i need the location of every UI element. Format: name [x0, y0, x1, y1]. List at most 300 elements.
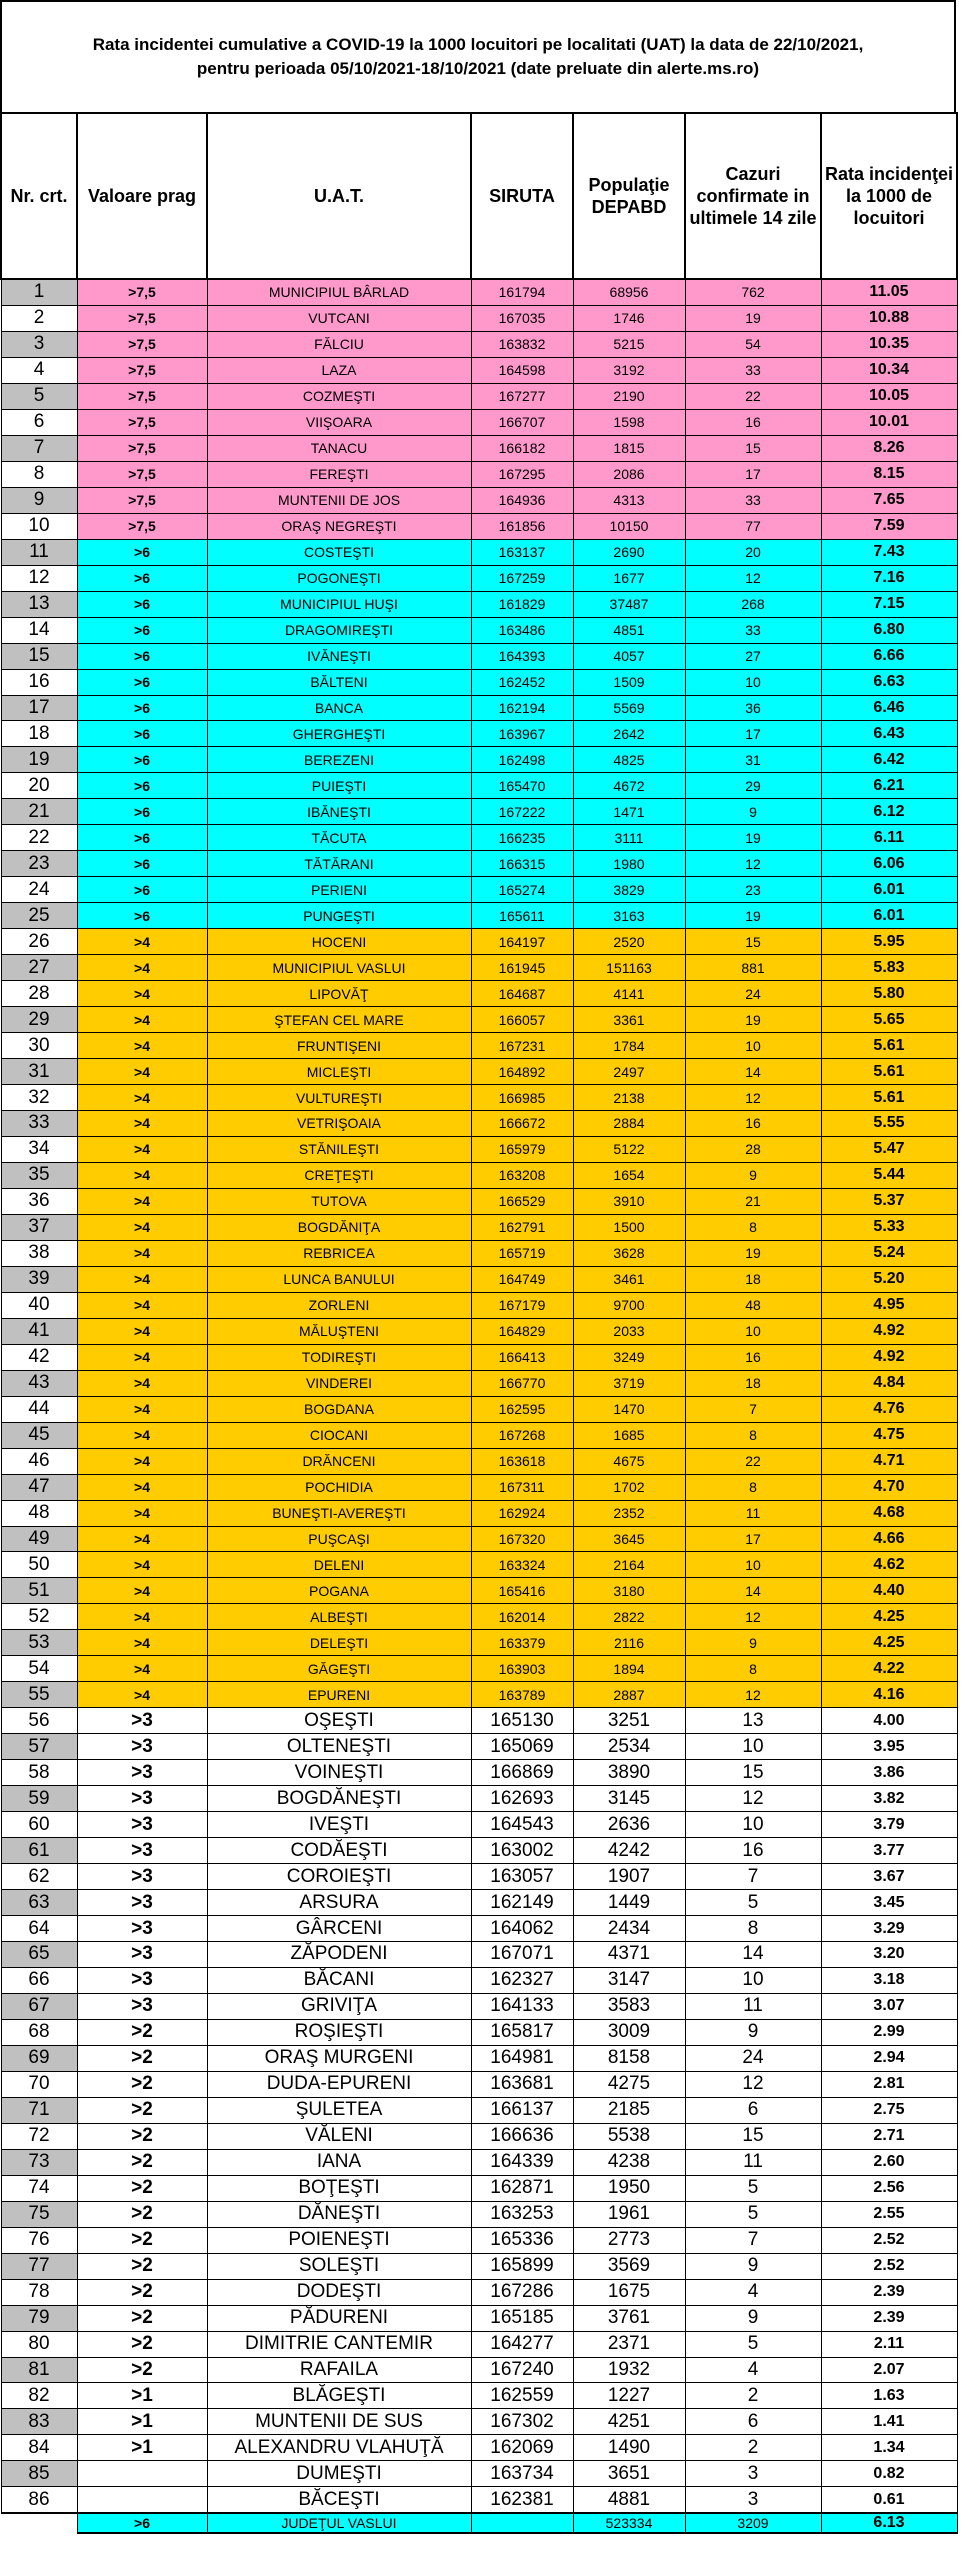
- row-populatie: 2887: [573, 1682, 685, 1708]
- row-rata: 0.82: [821, 2461, 957, 2487]
- row-cazuri: 18: [685, 1266, 821, 1292]
- row-populatie: 2636: [573, 1812, 685, 1838]
- table-row: [1, 1578, 957, 1604]
- row-uat: BOGDANA: [207, 1396, 471, 1422]
- header-uat: U.A.T.: [207, 113, 471, 279]
- row-siruta: 163324: [471, 1552, 573, 1578]
- row-uat: STĂNILEŞTI: [207, 1136, 471, 1162]
- row-siruta: 163057: [471, 1864, 573, 1890]
- row-prag: >6: [77, 565, 207, 591]
- row-rata: 6.11: [821, 825, 957, 851]
- row-populatie: 1598: [573, 409, 685, 435]
- table-row: [1, 1604, 957, 1630]
- row-nr: 14: [1, 617, 77, 643]
- row-uat: SOLEŞTI: [207, 2253, 471, 2279]
- table-row: [1, 1422, 957, 1448]
- row-uat: VIIŞOARA: [207, 409, 471, 435]
- table-row: [1, 357, 957, 383]
- row-prag: >4: [77, 1396, 207, 1422]
- row-nr: 54: [1, 1656, 77, 1682]
- row-siruta: 162871: [471, 2175, 573, 2201]
- row-uat: VOINEŞTI: [207, 1760, 471, 1786]
- row-cazuri: 31: [685, 747, 821, 773]
- row-siruta: 162791: [471, 1214, 573, 1240]
- row-populatie: 3192: [573, 357, 685, 383]
- row-uat: GHERGHEŞTI: [207, 721, 471, 747]
- row-nr: 13: [1, 591, 77, 617]
- total-siruta: [471, 2513, 573, 2533]
- incidence-table: [0, 112, 958, 2534]
- table-row: [1, 1838, 957, 1864]
- row-siruta: 162014: [471, 1604, 573, 1630]
- row-rata: 4.22: [821, 1656, 957, 1682]
- row-siruta: 164892: [471, 1059, 573, 1085]
- row-uat: PERIENI: [207, 877, 471, 903]
- row-siruta: 163967: [471, 721, 573, 747]
- row-prag: >4: [77, 955, 207, 981]
- row-cazuri: 33: [685, 487, 821, 513]
- row-populatie: 1784: [573, 1033, 685, 1059]
- row-nr: 3: [1, 331, 77, 357]
- row-populatie: 3163: [573, 903, 685, 929]
- row-cazuri: 12: [685, 1604, 821, 1630]
- title-line-2: pentru perioada 05/10/2021-18/10/2021 (date preluate din alerte.ms.ro): [196, 59, 760, 78]
- row-uat: CREŢEŞTI: [207, 1162, 471, 1188]
- row-nr: 83: [1, 2409, 77, 2435]
- row-uat: EPURENI: [207, 1682, 471, 1708]
- row-populatie: 5215: [573, 331, 685, 357]
- row-rata: 3.77: [821, 1838, 957, 1864]
- table-row: [1, 2045, 957, 2071]
- row-uat: TUTOVA: [207, 1188, 471, 1214]
- row-uat: BOGDĂNIŢA: [207, 1214, 471, 1240]
- table-row: [1, 2019, 957, 2045]
- row-cazuri: 16: [685, 409, 821, 435]
- row-nr: 70: [1, 2071, 77, 2097]
- row-nr: 86: [1, 2487, 77, 2513]
- row-prag: >2: [77, 2019, 207, 2045]
- row-uat: DRĂNCENI: [207, 1448, 471, 1474]
- table-row: [1, 877, 957, 903]
- row-prag: [77, 2461, 207, 2487]
- row-prag: >4: [77, 1604, 207, 1630]
- row-uat: BEREZENI: [207, 747, 471, 773]
- row-rata: 4.75: [821, 1422, 957, 1448]
- row-siruta: 167320: [471, 1526, 573, 1552]
- row-rata: 5.83: [821, 955, 957, 981]
- row-nr: 8: [1, 461, 77, 487]
- row-siruta: 166137: [471, 2097, 573, 2123]
- row-uat: ZORLENI: [207, 1292, 471, 1318]
- table-row: [1, 1942, 957, 1968]
- table-row: [1, 2279, 957, 2305]
- row-cazuri: 20: [685, 539, 821, 565]
- row-prag: >3: [77, 1967, 207, 1993]
- row-prag: >2: [77, 2123, 207, 2149]
- row-cazuri: 29: [685, 773, 821, 799]
- row-prag: >6: [77, 877, 207, 903]
- row-uat: ARSURA: [207, 1890, 471, 1916]
- table-row: [1, 903, 957, 929]
- row-uat: COROIEŞTI: [207, 1864, 471, 1890]
- table-row: [1, 825, 957, 851]
- row-rata: 10.34: [821, 357, 957, 383]
- row-nr: 42: [1, 1344, 77, 1370]
- row-rata: 2.60: [821, 2149, 957, 2175]
- row-prag: [77, 2487, 207, 2513]
- row-prag: >3: [77, 1786, 207, 1812]
- row-prag: >7,5: [77, 357, 207, 383]
- row-siruta: 167268: [471, 1422, 573, 1448]
- total-uat: JUDEŢUL VASLUI: [207, 2513, 471, 2533]
- row-populatie: 3583: [573, 1993, 685, 2019]
- row-uat: RAFAILA: [207, 2357, 471, 2383]
- table-row: [1, 409, 957, 435]
- row-rata: 2.75: [821, 2097, 957, 2123]
- row-nr: 51: [1, 1578, 77, 1604]
- row-populatie: 1654: [573, 1162, 685, 1188]
- row-rata: 4.62: [821, 1552, 957, 1578]
- row-uat: POCHIDIA: [207, 1474, 471, 1500]
- row-nr: 36: [1, 1188, 77, 1214]
- row-uat: MĂLUŞTENI: [207, 1318, 471, 1344]
- row-uat: OŞEŞTI: [207, 1708, 471, 1734]
- row-cazuri: 17: [685, 461, 821, 487]
- row-siruta: 162149: [471, 1890, 573, 1916]
- row-uat: IVEŞTI: [207, 1812, 471, 1838]
- table-row: [1, 1474, 957, 1500]
- row-populatie: 2773: [573, 2227, 685, 2253]
- row-prag: >4: [77, 1370, 207, 1396]
- row-populatie: 2033: [573, 1318, 685, 1344]
- row-prag: >1: [77, 2383, 207, 2409]
- row-cazuri: 5: [685, 1890, 821, 1916]
- row-rata: 3.07: [821, 1993, 957, 2019]
- row-nr: 76: [1, 2227, 77, 2253]
- row-rata: 4.92: [821, 1344, 957, 1370]
- row-prag: >4: [77, 1500, 207, 1526]
- row-uat: IBĂNEŞTI: [207, 799, 471, 825]
- row-uat: ORAŞ NEGREŞTI: [207, 513, 471, 539]
- row-populatie: 2185: [573, 2097, 685, 2123]
- row-populatie: 3890: [573, 1760, 685, 1786]
- row-siruta: 165336: [471, 2227, 573, 2253]
- row-uat: BANCA: [207, 695, 471, 721]
- row-populatie: 3361: [573, 1007, 685, 1033]
- row-prag: >4: [77, 1059, 207, 1085]
- table-row: [1, 1214, 957, 1240]
- row-populatie: 1471: [573, 799, 685, 825]
- row-populatie: 68956: [573, 279, 685, 305]
- row-cazuri: 11: [685, 1500, 821, 1526]
- row-nr: 45: [1, 1422, 77, 1448]
- row-prag: >4: [77, 1292, 207, 1318]
- row-rata: 6.66: [821, 643, 957, 669]
- row-cazuri: 15: [685, 1760, 821, 1786]
- table-row: [1, 2149, 957, 2175]
- row-rata: 6.80: [821, 617, 957, 643]
- row-prag: >7,5: [77, 487, 207, 513]
- row-rata: 2.11: [821, 2331, 957, 2357]
- table-row: [1, 695, 957, 721]
- row-prag: >4: [77, 1162, 207, 1188]
- row-nr: 85: [1, 2461, 77, 2487]
- row-prag: >3: [77, 1708, 207, 1734]
- row-rata: 4.00: [821, 1708, 957, 1734]
- row-populatie: 5569: [573, 695, 685, 721]
- row-rata: 3.95: [821, 1734, 957, 1760]
- report-title: [0, 0, 956, 114]
- table-row: [1, 1188, 957, 1214]
- table-row: [1, 1630, 957, 1656]
- row-cazuri: 10: [685, 1552, 821, 1578]
- table-row: [1, 2071, 957, 2097]
- row-uat: VINDEREI: [207, 1370, 471, 1396]
- row-cazuri: 8: [685, 1474, 821, 1500]
- row-populatie: 3628: [573, 1240, 685, 1266]
- row-nr: 7: [1, 435, 77, 461]
- row-nr: 44: [1, 1396, 77, 1422]
- row-populatie: 3251: [573, 1708, 685, 1734]
- row-populatie: 4825: [573, 747, 685, 773]
- row-nr: 10: [1, 513, 77, 539]
- row-rata: 5.65: [821, 1007, 957, 1033]
- header-siruta: SIRUTA: [471, 113, 573, 279]
- row-siruta: 162194: [471, 695, 573, 721]
- row-rata: 4.25: [821, 1604, 957, 1630]
- table-row: [1, 851, 957, 877]
- row-rata: 2.94: [821, 2045, 957, 2071]
- row-nr: 65: [1, 1942, 77, 1968]
- row-siruta: 163379: [471, 1630, 573, 1656]
- table-row: [1, 2487, 957, 2513]
- row-rata: 7.43: [821, 539, 957, 565]
- row-prag: >6: [77, 539, 207, 565]
- row-nr: 35: [1, 1162, 77, 1188]
- table-row: [1, 1500, 957, 1526]
- header-valoare-prag: Valoare prag: [77, 113, 207, 279]
- row-uat: ALBEŞTI: [207, 1604, 471, 1630]
- row-prag: >3: [77, 1838, 207, 1864]
- row-siruta: 163253: [471, 2201, 573, 2227]
- row-siruta: 166315: [471, 851, 573, 877]
- row-uat: VULTUREŞTI: [207, 1085, 471, 1111]
- table-row: [1, 461, 957, 487]
- row-cazuri: 11: [685, 1993, 821, 2019]
- row-cazuri: 7: [685, 2227, 821, 2253]
- row-siruta: 167286: [471, 2279, 573, 2305]
- table-row: [1, 591, 957, 617]
- row-siruta: 165069: [471, 1734, 573, 1760]
- row-prag: >4: [77, 1448, 207, 1474]
- row-nr: 66: [1, 1967, 77, 1993]
- row-cazuri: 27: [685, 643, 821, 669]
- row-cazuri: 8: [685, 1916, 821, 1942]
- row-siruta: 163208: [471, 1162, 573, 1188]
- row-populatie: 4057: [573, 643, 685, 669]
- table-row: [1, 669, 957, 695]
- table-row: [1, 1292, 957, 1318]
- table-row: [1, 721, 957, 747]
- row-populatie: 1685: [573, 1422, 685, 1448]
- row-cazuri: 12: [685, 1085, 821, 1111]
- row-uat: PUIEŞTI: [207, 773, 471, 799]
- table-row: [1, 279, 957, 305]
- row-nr: 46: [1, 1448, 77, 1474]
- header-rata: Rata incidenţei la 1000 de locuitori: [821, 113, 957, 279]
- table-row: [1, 383, 957, 409]
- row-cazuri: 13: [685, 1708, 821, 1734]
- row-nr: 50: [1, 1552, 77, 1578]
- row-nr: 37: [1, 1214, 77, 1240]
- table-row: [1, 1786, 957, 1812]
- row-uat: GRIVIŢA: [207, 1993, 471, 2019]
- row-prag: >2: [77, 2201, 207, 2227]
- row-siruta: 167295: [471, 461, 573, 487]
- total-rata: 6.13: [821, 2513, 957, 2533]
- row-prag: >2: [77, 2227, 207, 2253]
- row-cazuri: 19: [685, 1240, 821, 1266]
- table-row: [1, 1708, 957, 1734]
- row-uat: IVĂNEŞTI: [207, 643, 471, 669]
- row-siruta: 163137: [471, 539, 573, 565]
- table-row: [1, 2097, 957, 2123]
- row-prag: >4: [77, 1111, 207, 1137]
- row-populatie: 10150: [573, 513, 685, 539]
- row-cazuri: 36: [685, 695, 821, 721]
- row-cazuri: 12: [685, 851, 821, 877]
- row-cazuri: 12: [685, 2071, 821, 2097]
- row-populatie: 1980: [573, 851, 685, 877]
- row-populatie: 4242: [573, 1838, 685, 1864]
- row-cazuri: 7: [685, 1864, 821, 1890]
- row-cazuri: 8: [685, 1656, 821, 1682]
- table-row: [1, 1812, 957, 1838]
- row-prag: >2: [77, 2097, 207, 2123]
- row-populatie: 2164: [573, 1552, 685, 1578]
- row-rata: 3.20: [821, 1942, 957, 1968]
- row-rata: 3.67: [821, 1864, 957, 1890]
- row-nr: 9: [1, 487, 77, 513]
- row-cazuri: 15: [685, 2123, 821, 2149]
- row-prag: >6: [77, 903, 207, 929]
- row-rata: 5.61: [821, 1085, 957, 1111]
- row-uat: BĂCEŞTI: [207, 2487, 471, 2513]
- row-nr: 57: [1, 1734, 77, 1760]
- row-siruta: 164393: [471, 643, 573, 669]
- row-populatie: 1500: [573, 1214, 685, 1240]
- row-rata: 1.34: [821, 2435, 957, 2461]
- table-row: [1, 1266, 957, 1292]
- row-populatie: 4881: [573, 2487, 685, 2513]
- row-prag: >6: [77, 799, 207, 825]
- table-row: [1, 1682, 957, 1708]
- row-populatie: 5122: [573, 1136, 685, 1162]
- row-uat: DĂNEŞTI: [207, 2201, 471, 2227]
- row-uat: COZMEŞTI: [207, 383, 471, 409]
- row-prag: >6: [77, 851, 207, 877]
- row-siruta: 166770: [471, 1370, 573, 1396]
- row-cazuri: 19: [685, 825, 821, 851]
- row-siruta: 167222: [471, 799, 573, 825]
- row-rata: 6.63: [821, 669, 957, 695]
- row-nr: 4: [1, 357, 77, 383]
- row-nr: 28: [1, 981, 77, 1007]
- row-cazuri: 4: [685, 2357, 821, 2383]
- row-nr: 22: [1, 825, 77, 851]
- row-nr: 15: [1, 643, 77, 669]
- table-row: [1, 1318, 957, 1344]
- row-prag: >4: [77, 1344, 207, 1370]
- row-nr: 39: [1, 1266, 77, 1292]
- row-populatie: 2138: [573, 1085, 685, 1111]
- row-uat: ROŞIEŞTI: [207, 2019, 471, 2045]
- row-cazuri: 16: [685, 1838, 821, 1864]
- row-uat: ORAŞ MURGENI: [207, 2045, 471, 2071]
- row-uat: BLĂGEŞTI: [207, 2383, 471, 2409]
- row-prag: >2: [77, 2305, 207, 2331]
- row-siruta: 164749: [471, 1266, 573, 1292]
- row-populatie: 3829: [573, 877, 685, 903]
- row-nr: 84: [1, 2435, 77, 2461]
- row-siruta: 161829: [471, 591, 573, 617]
- row-cazuri: 9: [685, 799, 821, 825]
- row-populatie: 3249: [573, 1344, 685, 1370]
- row-nr: 60: [1, 1812, 77, 1838]
- row-cazuri: 48: [685, 1292, 821, 1318]
- row-cazuri: 17: [685, 1526, 821, 1552]
- row-rata: 8.26: [821, 435, 957, 461]
- row-cazuri: 24: [685, 2045, 821, 2071]
- row-rata: 4.84: [821, 1370, 957, 1396]
- row-prag: >4: [77, 1526, 207, 1552]
- row-cazuri: 2: [685, 2383, 821, 2409]
- table-row: [1, 1967, 957, 1993]
- row-rata: 5.95: [821, 929, 957, 955]
- row-rata: 2.99: [821, 2019, 957, 2045]
- row-uat: TODIREŞTI: [207, 1344, 471, 1370]
- row-populatie: 1490: [573, 2435, 685, 2461]
- row-cazuri: 3: [685, 2461, 821, 2487]
- row-cazuri: 10: [685, 1318, 821, 1344]
- row-nr: 38: [1, 1240, 77, 1266]
- row-cazuri: 33: [685, 617, 821, 643]
- row-nr: 81: [1, 2357, 77, 2383]
- row-siruta: 165979: [471, 1136, 573, 1162]
- row-cazuri: 6: [685, 2097, 821, 2123]
- row-prag: >4: [77, 1085, 207, 1111]
- row-populatie: 1815: [573, 435, 685, 461]
- table-row: [1, 2461, 957, 2487]
- row-uat: GÂRCENI: [207, 1916, 471, 1942]
- row-cazuri: 19: [685, 903, 821, 929]
- row-cazuri: 9: [685, 2253, 821, 2279]
- row-siruta: 166985: [471, 1085, 573, 1111]
- row-siruta: 163734: [471, 2461, 573, 2487]
- row-rata: 3.82: [821, 1786, 957, 1812]
- row-cazuri: 9: [685, 2305, 821, 2331]
- table-row: [1, 799, 957, 825]
- row-prag: >7,5: [77, 331, 207, 357]
- row-prag: >6: [77, 591, 207, 617]
- row-siruta: 162327: [471, 1967, 573, 1993]
- row-rata: 5.61: [821, 1033, 957, 1059]
- row-uat: POGONEŞTI: [207, 565, 471, 591]
- row-prag: >6: [77, 747, 207, 773]
- row-populatie: 2190: [573, 383, 685, 409]
- row-rata: 2.56: [821, 2175, 957, 2201]
- row-populatie: 1509: [573, 669, 685, 695]
